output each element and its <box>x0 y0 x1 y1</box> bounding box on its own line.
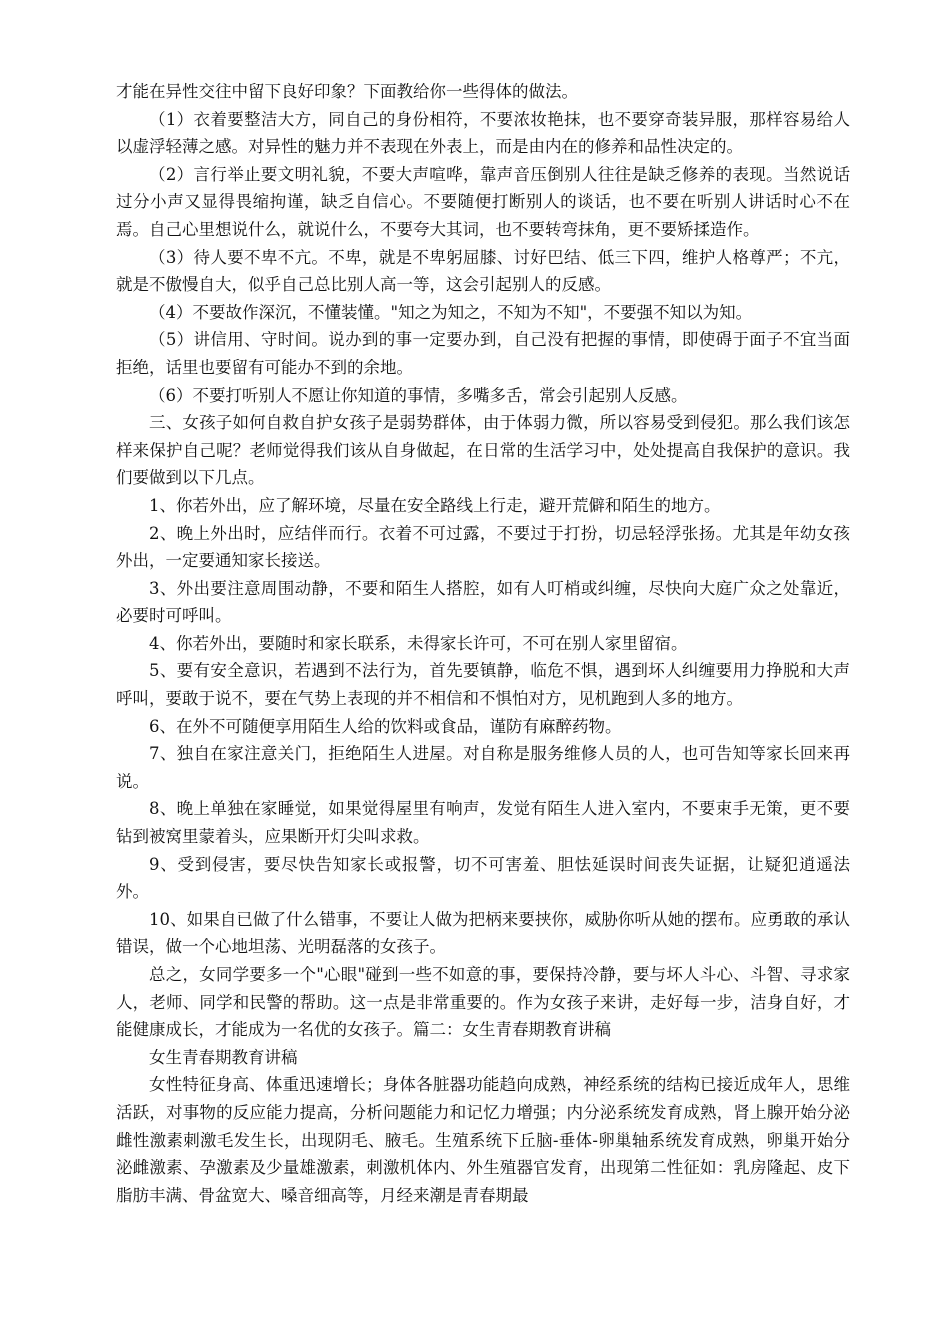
paragraph-rule-10: 10、如果自已做了什么错事，不要让人做为把柄来要挟你，威胁你听从她的摆布。应勇敢的承认错误，做一个心地坦荡、光明磊落的女孩子。 <box>116 909 850 957</box>
paragraph-rule-1: 1、你若外出，应了解环境，尽量在安全路线上行走，避开荒僻和陌生的地方。 <box>149 495 721 515</box>
paragraph-tip-2: （2）言行举止要文明礼貌，不要大声喧哗，靠声音压倒别人往往是缺乏修养的表现。当然说话过分小声又显得畏缩拘谨，缺乏自信心。不要随便打断别人的谈话，也不要在听别人讲话时心不在焉。自己心里想说什么，就说什么，不要夸大其词，也不要转弯抹角，更不要矫揉造作。 <box>116 164 850 239</box>
paragraph-rule-2: 2、晚上外出时，应结伴而行。衣着不可过露，不要过于打扮，切忌轻浮张扬。尤其是年幼女孩外出，一定要通知家长接送。 <box>116 523 850 571</box>
paragraph-rule-3: 3、外出要注意周围动静，不要和陌生人搭腔，如有人叮梢或纠缠，尽快向大庭广众之处靠近，必要时可呼叫。 <box>116 578 850 626</box>
paragraph-tip-1: （1）衣着要整洁大方，同自己的身份相符，不要浓妆艳抹，也不要穿奇装异服，那样容易给人以虚浮轻薄之感。对异性的魅力并不表现在外表上，而是由内在的修养和品性决定的。 <box>116 109 850 157</box>
paragraph-summary: 总之，女同学要多一个"心眼"碰到一些不如意的事，要保持冷静，要与坏人斗心、斗智、寻求家人，老师、同学和民警的帮助。这一点是非常重要的。作为女孩子来讲，走好每一步，洁身自好，才能健康成长，才能成为一名优的女孩子。篇二：女生青春期教育讲稿 <box>116 965 850 1040</box>
document-page <box>116 78 850 1209</box>
paragraph-rule-9: 9、受到侵害，要尽快告知家长或报警，切不可害羞、胆怯延误时间丧失证据，让疑犯逍遥法外。 <box>116 854 850 902</box>
paragraph-rule-5: 5、要有安全意识，若遇到不法行为，首先要镇静，临危不惧，遇到坏人纠缠要用力挣脱和大声呼叫，要敢于说不，要在气势上表现的并不相信和不惧怕对方，见机跑到人多的地方。 <box>116 661 850 709</box>
paragraph-female-traits: 女性特征身高、体重迅速增长；身体各脏器功能趋向成熟，神经系统的结构已接近成年人，思维活跃，对事物的反应能力提高，分析问题能力和记忆力增强；内分泌系统发育成熟，肾上腺开始分泌雌性激素刺激毛发生长，出现阴毛、腋毛。生殖系统下丘脑-垂体-卵巢轴系统发育成熟，卵巢开始分泌雌激素、孕激素及少量雄激素，刺激机体内、外生殖器官发育，出现第二性征如：乳房隆起、皮下脂肪丰满、骨盆宽大、嗓音细高等，月经来潮是青春期最 <box>116 1075 850 1205</box>
paragraph-tip-5: （5）讲信用、守时间。说办到的事一定要办到，自己没有把握的事情，即使碍于面子不宜当面拒绝，话里也要留有可能办不到的余地。 <box>116 330 850 377</box>
paragraph-rule-7: 7、独自在家注意关门，拒绝陌生人进屋。对自称是服务维修人员的人，也可告知等家长回来再说。 <box>116 744 850 791</box>
paragraph-intro: 才能在异性交往中留下良好印象？下面教给你一些得体的做法。 <box>116 82 578 101</box>
paragraph-rule-6: 6、在外不可随便享用陌生人给的饮料或食品，谨防有麻醉药物。 <box>149 716 622 736</box>
paragraph-tip-4: （4）不要故作深沉，不懂装懂。"知之为知之，不知为不知"，不要强不知以为知。 <box>149 302 753 322</box>
paragraph-rule-4: 4、你若外出，要随时和家长联系，未得家长许可，不可在别人家里留宿。 <box>149 633 688 653</box>
paragraph-tip-3: （3）待人要不卑不亢。不卑，就是不卑躬屈膝、讨好巴结、低三下四，维护人格尊严；不亢，就是不傲慢自大，似乎自己总比别人高一等，这会引起别人的反感。 <box>116 247 850 295</box>
paragraph-rule-8: 8、晚上单独在家睡觉，如果觉得屋里有响声，发觉有陌生人进入室内，不要束手无策，更不要钻到被窝里蒙着头，应果断开灯尖叫求救。 <box>116 799 850 847</box>
paragraph-section-three: 三、女孩子如何自救自护女孩子是弱势群体，由于体弱力微，所以容易受到侵犯。那么我们该怎样来保护自己呢？老师觉得我们该从自身做起，在日常的生活学习中，处处提高自我保护的意识。我们要做到以下几点。 <box>116 413 850 488</box>
paragraph-tip-6: （6）不要打听别人不愿让你知道的事情，多嘴多舌，常会引起别人反感。 <box>149 385 688 405</box>
section-heading: 女生青春期教育讲稿 <box>149 1047 298 1067</box>
